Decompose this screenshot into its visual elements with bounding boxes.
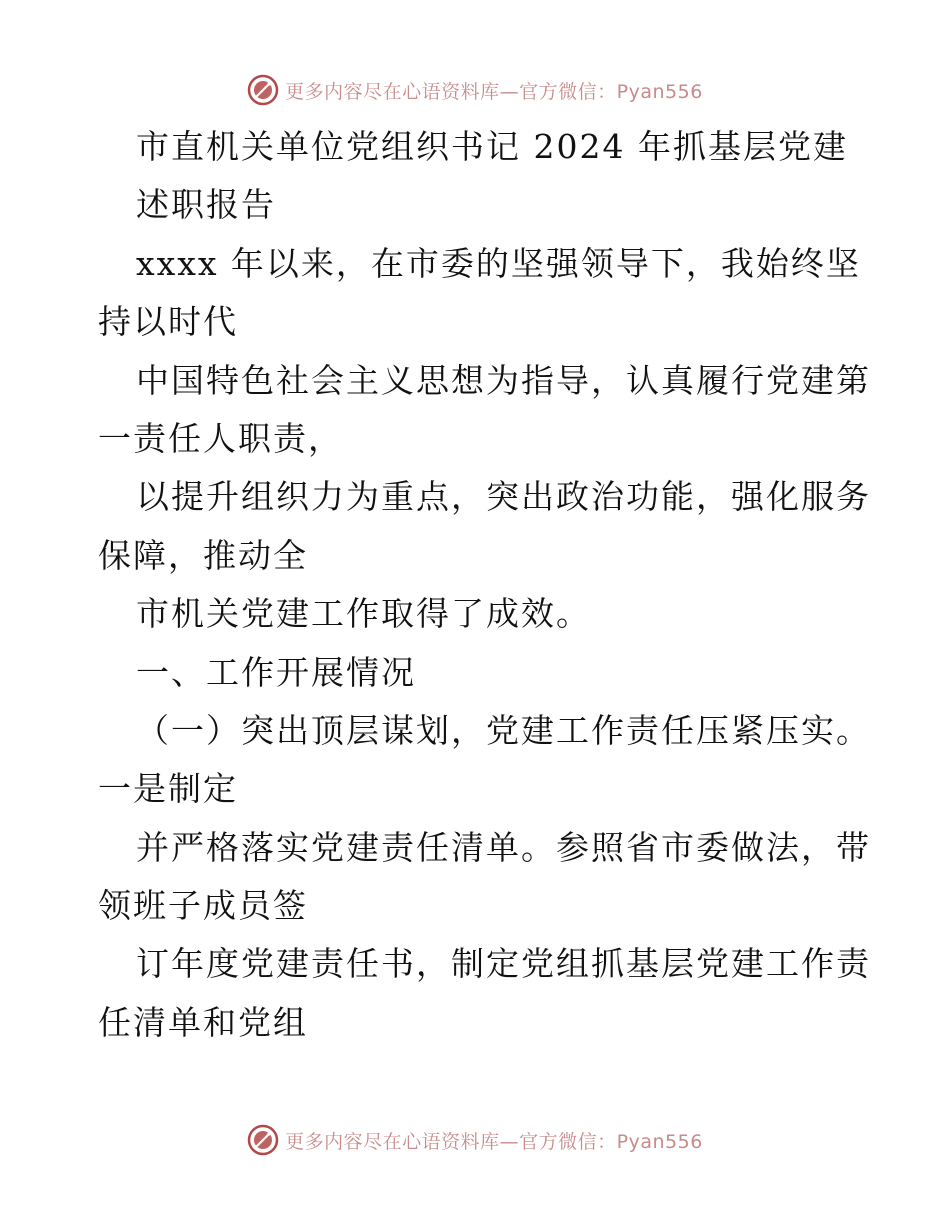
doc-line: 述职报告 — [136, 185, 276, 225]
doc-line: 以提升组织力为重点，突出政治功能，强化服务 — [136, 477, 871, 517]
doc-line: 中国特色社会主义思想为指导，认真履行党建第 — [136, 360, 871, 400]
watermark-footer — [0, 1120, 950, 1160]
doc-line: xxxx 年以来，在市委的坚强领导下，我始终坚 — [136, 243, 861, 283]
quill-seal-icon — [247, 74, 279, 106]
quill-seal-icon — [247, 1124, 279, 1156]
doc-line: 市直机关单位党组织书记 2024 年抓基层党建 — [136, 127, 848, 166]
doc-line: （一）突出顶层谋划，党建工作责任压紧压实。 — [136, 710, 871, 750]
doc-line: 任清单和党组 — [98, 1002, 308, 1042]
doc-line: 订年度党建责任书，制定党组抓基层党建工作责 — [136, 944, 871, 984]
document-body — [98, 118, 871, 1052]
doc-line: 保障，推动全 — [98, 535, 308, 575]
watermark-text: 更多内容尽在心语资料库—官方微信：Pyan556 — [285, 80, 703, 103]
doc-line: 持以时代 — [98, 302, 238, 342]
watermark-text: 更多内容尽在心语资料库—官方微信：Pyan556 — [285, 1130, 703, 1153]
doc-line: 一是制定 — [98, 769, 238, 809]
watermark-header — [0, 70, 950, 110]
doc-line: 领班子成员签 — [98, 886, 308, 926]
doc-line: 并严格落实党建责任清单。参照省市委做法，带 — [136, 827, 871, 867]
doc-line: 一、工作开展情况 — [136, 652, 416, 692]
doc-line: 一责任人职责， — [98, 418, 343, 458]
doc-line: 市机关党建工作取得了成效。 — [136, 594, 591, 634]
